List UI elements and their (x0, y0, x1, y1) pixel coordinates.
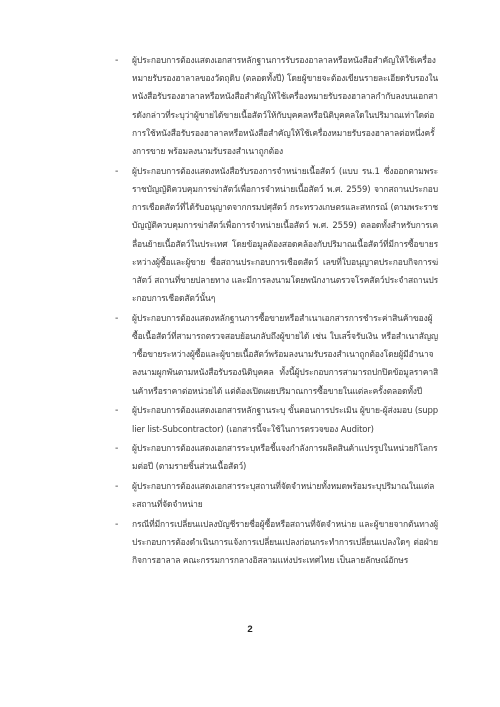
list-item (0, 310, 500, 401)
bullet-marker: - (115, 312, 119, 324)
list-item (0, 478, 500, 514)
list-item (0, 52, 500, 161)
list-item-text: ผู้ประกอบการต้องแสดงเอกสารระบุสถานที่จัดจำหน่ายทั้งหมดพร้อมระบุปริมาณในแต่ละสถานที่จัดจำหน่าย (132, 482, 435, 511)
bullet-marker: - (115, 165, 119, 177)
list-item-text: ผู้ประกอบการต้องแสดงเอกสารหลักฐานระบุ ขั้นตอนการประเมิน ผู้ขาย-ผู้ส่งมอบ (supplier list-Subcontractor) (เอกสารนี้จะใช้ในการตรวจของ Auditor) (132, 406, 438, 435)
bullet-marker: - (115, 443, 119, 455)
list-item-text: ผู้ประกอบการต้องแสดงหลักฐานการซื้อขายหรือสำเนาเอกสารการชำระค่าสินค้าของผู้ซื้อเนื้อสัตว์ที่สามารถตรวจสอบย้อนกลับถึงผู้ขายได้ เช่น ใบเสร็จรับเงิน หรือสำเนาสัญญาซื้อขายระหว่างผู้ซื้อและผู้ขายเนื้อสัตว์พร้อมลงนามรับรองสำเนาถูกต้องโดยผู้มีอำนาจลงนามผูกพันตามหนังสือรับรองนิติบุคคล ทั้งนี้ผู้ประกอบการสามารถปกปิดข้อมูลราคาสินค้าหรือราคาต่อหน่วยได้ แต่ต้องเปิดเผยปริมาณการซื้อขายในแต่ละครั้งตลอดทั้งปี (132, 313, 438, 397)
list-item-text: กรณีที่มีการเปลี่ยนแปลงบัญชีรายชื่อผู้ซื้อหรือสถานที่จัดจำหน่าย และผู้ขายจากต้นทางผู้ประกอบการต้องดำเนินการแจ้งการเปลี่ยนแปลงก่อนกระทำการเปลี่ยนแปลงใดๆ ต่อฝ่ายกิจการฮาลาล คณะกรรมการกลางอิสลามแห่งประเทศไทย เป็นลายลักษณ์อักษร (132, 520, 438, 567)
list-item (0, 516, 500, 571)
bullet-marker: - (115, 519, 119, 531)
list-item (0, 440, 500, 476)
bullet-marker: - (115, 55, 119, 66)
list-item (0, 163, 500, 309)
bullet-marker: - (115, 481, 119, 493)
page-number: 2 (247, 624, 253, 635)
list-item (0, 402, 500, 438)
list-item-text: ผู้ประกอบการต้องแสดงหนังสือรับรองการจำหน่ายเนื้อสัตว์ (แบบ รน.1 ซึ่งออกตามพระราชบัญญัติควบคุมการฆ่าสัตว์เพื่อการจำหน่ายเนื้อสัตว์ พ.ศ. 2559) จากสถานประกอบการเชือดสัตว์ที่ได้รับอนุญาตจากกรมปศุสัตว์ กระทรวงเกษตรและสหกรณ์ (ตามพระราชบัญญัติควบคุมการฆ่าสัตว์เพื่อการจำหน่ายเนื้อสัตว์ พ.ศ. 2559) ตลอดทั้งสำหรับการเคลื่อนย้ายเนื้อสัตว์ในประเทศ โดยข้อมูลต้องสอดคล้องกับปริมาณเนื้อสัตว์ที่มีการซื้อขายระหว่างผู้ซื้อและผู้ขาย ชื่อสถานประกอบการเชือดสัตว์ เลขที่ใบอนุญาตประกอบกิจการฆ่าสัตว์ สถานที่ขายปลายทาง และมีการลงนามโดยพนักงานตรวจโรคสัตว์ประจำสถานประกอบการเชือดสัตว์นั้นๆ (132, 166, 438, 305)
list-item-text: ผู้ประกอบการต้องแสดงเอกสารระบุหรือชี้แจงกำลังการผลิตสินค้าแปรรูปในหน่วยกิโลกรมต่อปี (ตามรายชิ้นส่วนเนื้อสัตว์) (132, 444, 438, 473)
bullet-marker: - (115, 405, 119, 417)
requirements-list (0, 52, 500, 572)
list-item-text: ผู้ประกอบการต้องแสดงเอกสารหลักฐานการรับรองอาลาลหรือหนังสือสำคัญให้ใช้เครื่องหมายรับรองฮาลาลของวัตถุดิบ (ตลอดทั้งปี) โดยผู้ขายจะต้องเขียนรายละเอียดรับรองในหนังสือรับรองฮาลาลหรือหนังสือสำคัญให้ใช้เครื่องหมายรับรองฮาลาลกำกับลงบนเอกสารดังกล่าวที่ระบุว่าผู้ขายได้ขายเนื้อสัตว์ให้กับบุคคลหรือนิติบุคคลใดในปริมาณเท่าใดต่อการใช้หนังสือรับรองฮาลาลหรือหนังสือสำคัญให้ใช้เครื่องหมายรับรองฮาลาลต่อหนึ่งครั้งการขาย พร้อมลงนามรับรองสำเนาถูกต้อง (132, 56, 438, 158)
